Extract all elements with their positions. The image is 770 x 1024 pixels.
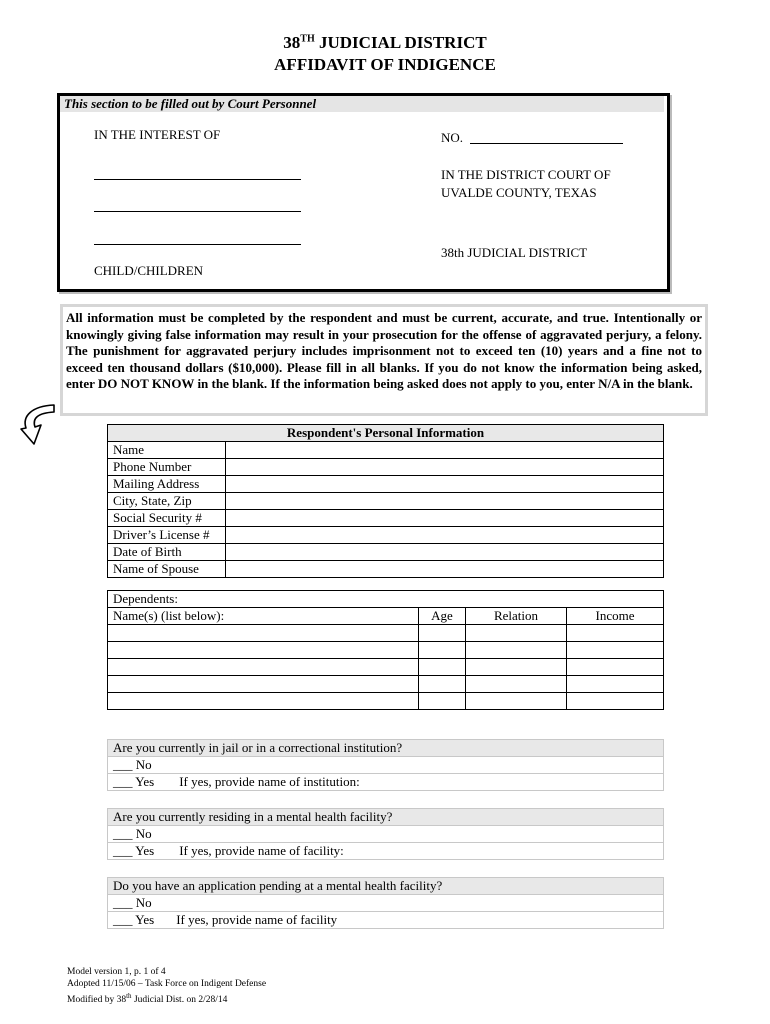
question-text: Do you have an application pending at a mental health facility?: [108, 878, 664, 895]
table-row: [108, 544, 664, 561]
field-input-name[interactable]: [226, 442, 664, 459]
answer-no[interactable]: ___ No: [108, 826, 664, 843]
dependents-heading: Dependents:: [108, 591, 664, 608]
page-subtitle: AFFIDAVIT OF INDIGENCE: [274, 55, 496, 74]
page-title: 38TH JUDICIAL DISTRICT: [283, 33, 487, 52]
field-label-address: Mailing Address: [108, 476, 226, 493]
field-label-spouse: Name of Spouse: [108, 561, 226, 578]
field-input-ssn[interactable]: [226, 510, 664, 527]
field-input-license[interactable]: [226, 527, 664, 544]
col-relation: Relation: [466, 608, 567, 625]
curved-arrow-icon: [14, 400, 60, 450]
question-pending-application: [107, 877, 664, 929]
footer-adopted: Adopted 11/15/06 – Task Force on Indigent Defense: [67, 979, 267, 989]
col-names: Name(s) (list below):: [108, 608, 419, 625]
field-label-dob: Date of Birth: [108, 544, 226, 561]
answer-yes[interactable]: ___ Yes If yes, provide name of facility: [108, 912, 664, 929]
child-name-line-1[interactable]: [94, 179, 301, 180]
table-row: [108, 442, 664, 459]
table-row: [108, 659, 664, 676]
table-row: [108, 510, 664, 527]
table-row: [108, 642, 664, 659]
table-row: [108, 625, 664, 642]
court-line-1: IN THE DISTRICT COURT OF: [441, 167, 611, 182]
footer-version: Model version 1, p. 1 of 4: [67, 967, 166, 977]
answer-yes[interactable]: ___ Yes If yes, provide name of facility:: [108, 843, 664, 860]
table-row: [108, 693, 664, 710]
question-text: Are you currently residing in a mental health facility?: [108, 809, 664, 826]
warning-text: All information must be completed by the respondent and must be current, accurate, and true. Intentionally or knowingly giving false information may result in your prosecution for the offense of aggravated perjury, a felony. The punishment for aggravated perjury includes imprisonment not to exceed ten (10) years and a fine not to exceed ten thousand dollars ($10,000). Please fill in all blanks. If you do not know the information being asked, enter DO NOT KNOW in the blank. If the information being asked does not apply to you, enter N/A in the blank.: [66, 310, 702, 391]
interest-label: IN THE INTEREST OF: [94, 127, 221, 142]
district-label: 38th JUDICIAL DISTRICT: [441, 245, 588, 260]
table-row: [108, 676, 664, 693]
col-age: Age: [419, 608, 466, 625]
case-number-label: NO.: [441, 130, 464, 145]
table-row: [108, 527, 664, 544]
court-line-2: UVALDE COUNTY, TEXAS: [441, 185, 597, 200]
footer-modified: Modified by 38th Judicial Dist. on 2/28/14: [67, 992, 228, 1006]
personal-info-table: [107, 424, 664, 578]
field-input-spouse[interactable]: [226, 561, 664, 578]
field-input-city[interactable]: [226, 493, 664, 510]
field-input-phone[interactable]: [226, 459, 664, 476]
question-jail: [107, 739, 664, 791]
child-name-line-2[interactable]: [94, 211, 301, 212]
table-row: [108, 476, 664, 493]
case-number-line[interactable]: [470, 143, 623, 144]
children-label: CHILD/CHILDREN: [94, 263, 204, 278]
table-row: [108, 493, 664, 510]
answer-yes[interactable]: ___ Yes If yes, provide name of institution:: [108, 774, 664, 791]
field-label-ssn: Social Security #: [108, 510, 226, 527]
answer-no[interactable]: ___ No: [108, 895, 664, 912]
table-row: [108, 459, 664, 476]
field-label-license: Driver’s License #: [108, 527, 226, 544]
answer-no[interactable]: ___ No: [108, 757, 664, 774]
table-row: [108, 561, 664, 578]
field-input-dob[interactable]: [226, 544, 664, 561]
field-label-phone: Phone Number: [108, 459, 226, 476]
field-label-city: City, State, Zip: [108, 493, 226, 510]
field-label-name: Name: [108, 442, 226, 459]
question-text: Are you currently in jail or in a correctional institution?: [108, 740, 664, 757]
court-section-heading: This section to be filled out by Court Personnel: [60, 96, 664, 112]
child-name-line-3[interactable]: [94, 244, 301, 245]
question-mental-health: [107, 808, 664, 860]
field-input-address[interactable]: [226, 476, 664, 493]
personal-info-heading: Respondent's Personal Information: [108, 425, 664, 442]
dependents-table: [107, 590, 664, 710]
col-income: Income: [567, 608, 664, 625]
